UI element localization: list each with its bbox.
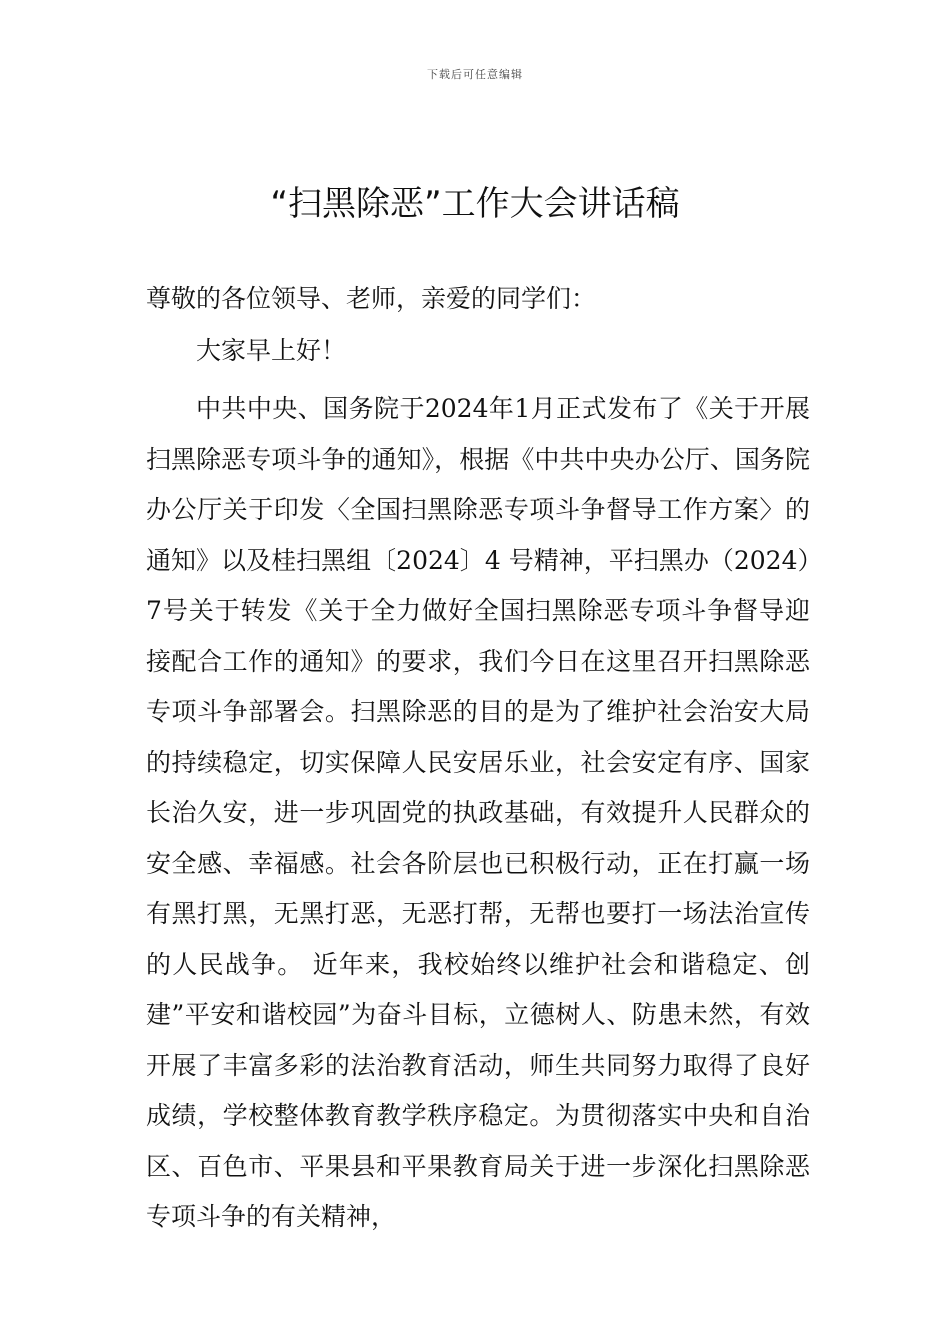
document-title: “扫黑除恶”工作大会讲话稿: [270, 184, 680, 224]
document-body: [146, 280, 810, 1243]
salutation: 尊敬的各位领导、老师，亲爱的同学们：: [146, 284, 597, 313]
header-note: 下载后可任意编辑: [427, 68, 523, 81]
body-paragraph: 中共中央、国务院于2024年1月正式发布了《关于开展扫黑除恶专项斗争的通知》，根据《中共中央办公厅、国务院办公厅关于印发〈全国扫黑除恶专项斗争督导工作方案〉的通知》以及桂扫黑组〔2024〕4 号精神，平扫黑办（2024）7号关于转发《关于全力做好全国扫黑除恶专项斗争督导迎接配合工作的通知》的要求，我们今日在这里召开扫黑除恶专项斗争部署会。扫黑除恶的目的是为了维护社会治安大局的持续稳定，切实保障人民安居乐业，社会安定有序、国家长治久安，进一步巩固党的执政基础，有效提升人民群众的安全感、幸福感。社会各阶层也已积极行动，正在打赢一场有黑打黑，无黑打恶，无恶打帮，无帮也要打一场法治宣传的人民战争。 近年来，我校始终以维护社会和谐稳定、创建”平安和谐校园”为奋斗目标，立德树人、防患未然，有效开展了丰富多彩的法治教育活动，师生共同努力取得了良好成绩，学校整体教育教学秩序稳定。为贯彻落实中央和自治区、百色市、平果县和平果教育局关于进一步深化扫黑除恶专项斗争的有关精神，: [146, 394, 810, 1231]
greeting: 大家早上好！: [196, 336, 347, 365]
